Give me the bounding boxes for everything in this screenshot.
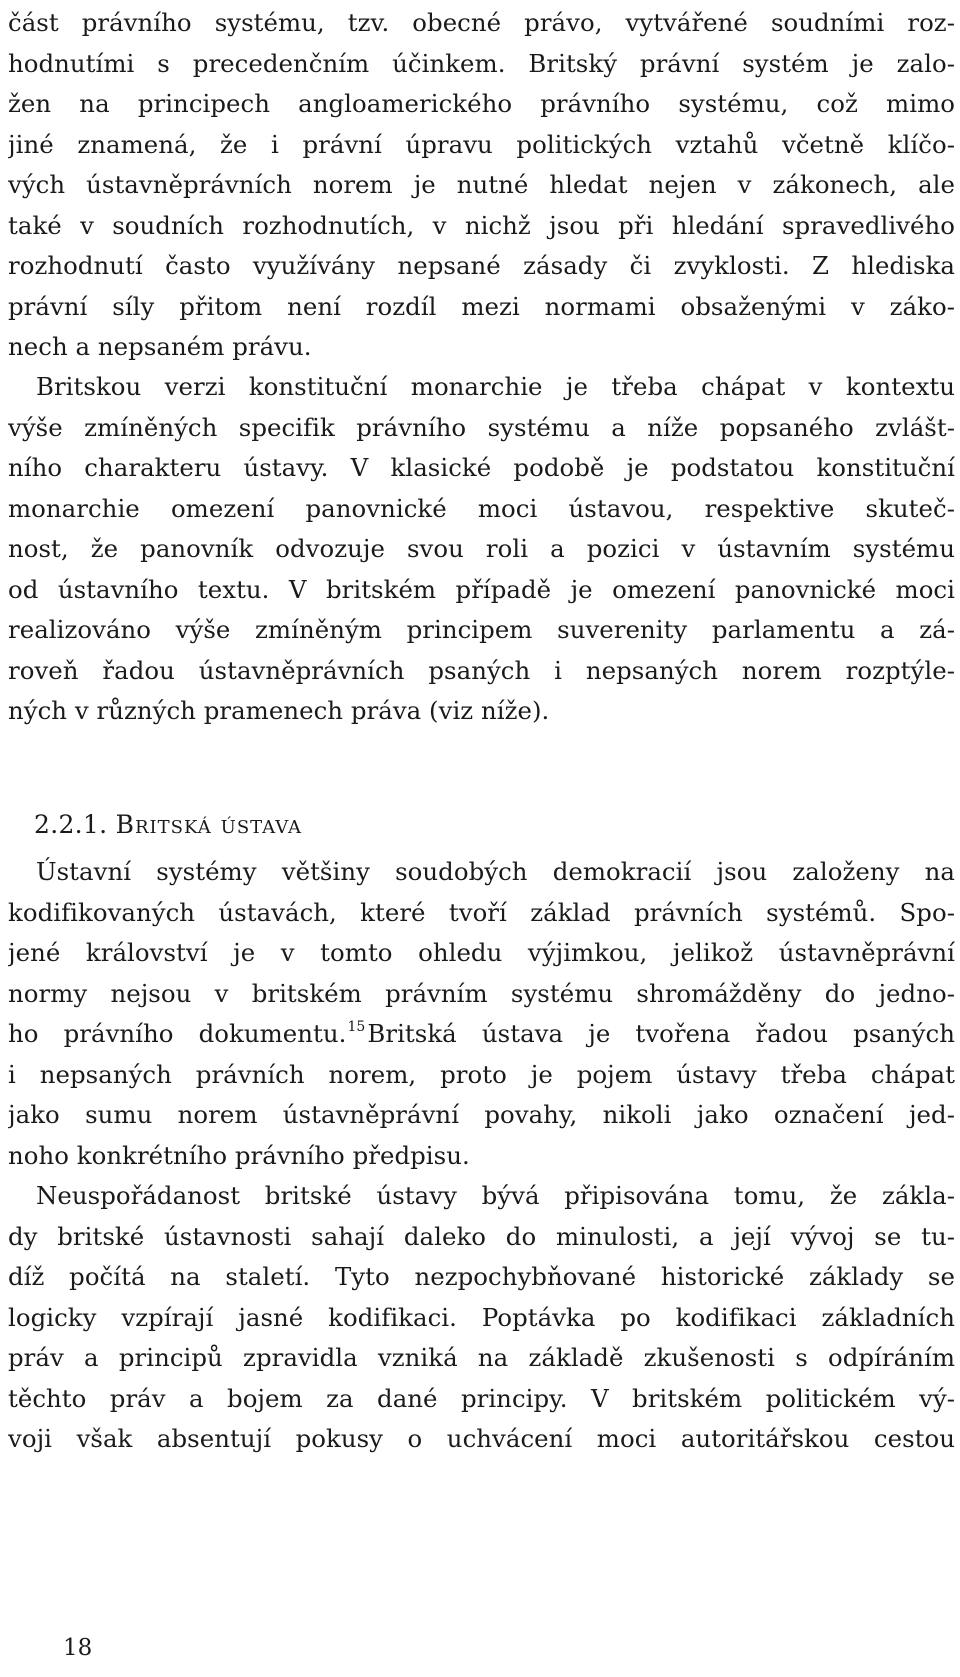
section-number: 2.2.1. bbox=[34, 810, 108, 839]
text-line: nech a nepsaném právu. bbox=[8, 332, 312, 361]
text-line: logicky vzpírají jasné kodifikaci. Poptávka po kodifikaci základních bbox=[8, 1302, 955, 1332]
page-number: 18 bbox=[63, 1635, 93, 1661]
text-segment: ho právního dokumentu. bbox=[8, 1019, 347, 1048]
text-line: roveň řadou ústavněprávních psaných i nepsaných norem rozptýle- bbox=[8, 655, 955, 685]
text-line: normy nejsou v britském právním systému shromážděny do jedno- bbox=[8, 978, 955, 1008]
text-line: Ústavní systémy většiny soudobých demokracií jsou založeny na bbox=[36, 857, 955, 886]
text-line: voji však absentují pokusy o uchvácení moci autoritářskou cestou bbox=[8, 1424, 955, 1453]
text-line: díž počítá na staletí. Tyto nezpochybňované historické základy se bbox=[8, 1262, 955, 1291]
text-line: Britskou verzi konstituční monarchie je třeba chápat v kontextu bbox=[36, 372, 955, 401]
text-line: kodifikovaných ústavách, které tvoří základ právních systémů. Spo- bbox=[8, 897, 955, 927]
text-line: i nepsaných právních norem, proto je pojem ústavy třeba chápat bbox=[8, 1059, 955, 1089]
text-line: monarchie omezení panovnické moci ústavou, respektive skuteč- bbox=[8, 493, 955, 523]
text-line: Neuspořádanost britské ústavy bývá připisována tomu, že zákla- bbox=[36, 1181, 955, 1210]
paragraph-1 bbox=[8, 3, 955, 368]
text-line: nost, že panovník odvozuje svou roli a pozici v ústavním systému bbox=[8, 534, 955, 563]
paragraph-3 bbox=[8, 852, 955, 1176]
section-title: Britská ústava bbox=[115, 810, 303, 839]
text-line: dy britské ústavnosti sahají daleko do minulosti, a její vývoj se tu- bbox=[8, 1221, 955, 1251]
text-line: jako sumu norem ústavněprávní povahy, nikoli jako označení jed- bbox=[8, 1100, 955, 1129]
text-line: od ústavního textu. V britském případě je omezení panovnické moci bbox=[8, 574, 955, 604]
text-line: práv a principů zpravidla vzniká na základě zkušenosti s odpíráním bbox=[8, 1343, 955, 1372]
text-line: jené království je v tomto ohledu výjimkou, jelikož ústavněprávní bbox=[8, 938, 955, 967]
paragraph-2 bbox=[8, 367, 955, 732]
text-line: část právního systému, tzv. obecné právo, vytvářené soudními roz- bbox=[8, 8, 955, 37]
text-segment: Britská ústava je tvořena řadou psaných bbox=[367, 1019, 955, 1048]
text-line: realizováno výše zmíněným principem suverenity parlamentu a zá- bbox=[8, 615, 955, 644]
text-line: těchto práv a bojem za dané principy. V britském politickém vý- bbox=[8, 1383, 955, 1413]
paragraph-4 bbox=[8, 1176, 955, 1460]
text-line: žen na principech angloamerického právního systému, což mimo bbox=[8, 89, 955, 118]
section-heading bbox=[34, 808, 302, 842]
footnote-reference: 15 bbox=[347, 1019, 366, 1035]
text-line: také v soudních rozhodnutích, v nichž jsou při hledání spravedlivého bbox=[8, 210, 955, 240]
text-line: ního charakteru ústavy. V klasické podobě je podstatou konstituční bbox=[8, 453, 955, 482]
text-line: právní síly přitom není rozdíl mezi normami obsaženými v záko- bbox=[8, 291, 955, 321]
text-line: jiné znamená, že i právní úpravu politických vztahů včetně klíčo- bbox=[8, 129, 955, 159]
text-line: ných v různých pramenech práva (viz níže). bbox=[8, 696, 550, 725]
text-line-with-footnote bbox=[8, 1014, 955, 1055]
text-line: hodnutími s precedenčním účinkem. Britský právní systém je zalo- bbox=[8, 48, 955, 78]
text-line: výše zmíněných specifik právního systému a níže popsaného zvlášt- bbox=[8, 412, 955, 442]
text-line: rozhodnutí často využívány nepsané zásady či zvyklosti. Z hlediska bbox=[8, 251, 955, 280]
text-line: noho konkrétního právního předpisu. bbox=[8, 1140, 470, 1170]
text-line: vých ústavněprávních norem je nutné hledat nejen v zákonech, ale bbox=[8, 170, 955, 199]
